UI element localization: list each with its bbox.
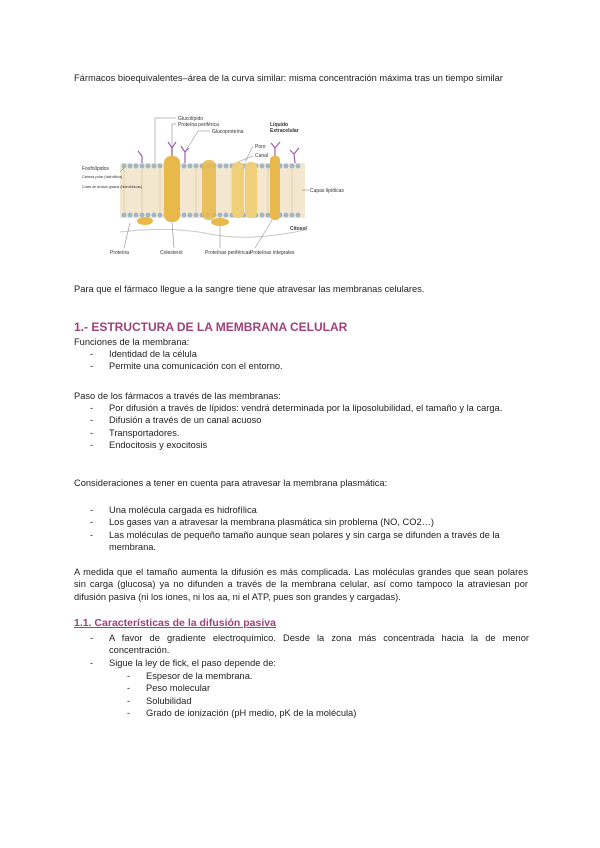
membrane-illustration xyxy=(80,108,344,266)
intro-paragraph: Fármacos bioequivalentes–área de la curva similar: misma concentración máxima tras un tiempo similar xyxy=(74,73,503,83)
funciones-label: Funciones de la membrana: xyxy=(74,337,190,347)
peripheral-protein-2 xyxy=(211,218,229,226)
para-sangre: Para que el fármaco llegue a la sangre tiene que atravesar las membranas celulares. xyxy=(74,284,425,294)
cytoskeleton-filament xyxy=(120,229,305,237)
medida-paragraph: A medida que el tamaño aumenta la difusión es más complicada. Las moléculas grandes que sean polares sin carga (glucosa) ya no difunden a través de la membrana celular, así como tampoco la atraviesan por difusión pasiva (ni los iones, ni los aa, ni el ATP, pues son grandes y cargadas). xyxy=(74,567,528,602)
integral-protein-3 xyxy=(270,156,280,220)
consideraciones-label: Consideraciones a tener en cuenta para atravesar la membrana plasmática: xyxy=(74,478,388,488)
label-fosfolipidos: Fosfolípidos xyxy=(82,166,109,172)
label-canal: Canal xyxy=(255,153,269,159)
list-item: - Las moléculas de pequeño tamaño aunque sean polares y sin carga se difunden a través de la membrana. xyxy=(109,529,529,554)
label-poro: Poro xyxy=(255,144,266,150)
list-item: - Identidad de la célula xyxy=(109,348,529,360)
integral-protein-1 xyxy=(164,156,180,222)
label-capas-lipidicas: Capas lipídicas xyxy=(310,188,344,194)
label-proteina: Proteína xyxy=(110,250,129,256)
paso-list xyxy=(109,402,529,452)
list-item: - Espesor de la membrana. xyxy=(146,670,526,682)
label-proteinas-perifericas: Proteínas periféricas xyxy=(205,250,251,256)
list-item: - Transportadores. xyxy=(109,427,529,439)
funciones-list xyxy=(109,348,529,373)
list-item: - A favor de gradiente electroquímico. Desde la zona más concentrada hacia la de menor concentración. xyxy=(109,632,529,657)
section-1-title: 1.- ESTRUCTURA DE LA MEMBRANA CELULAR xyxy=(74,320,348,334)
label-colas: Colas de ácidos grasos (hidrofóbicas) xyxy=(82,185,143,189)
consideraciones-list xyxy=(109,504,529,554)
pore-protein xyxy=(245,162,257,218)
integral-protein-2 xyxy=(202,160,216,220)
list-item: - Endocitosis y exocitosis xyxy=(109,439,529,451)
label-glucolipido: Glucolípido xyxy=(178,116,204,122)
channel-protein xyxy=(232,162,244,218)
list-item: - Solubilidad xyxy=(146,695,526,707)
label-cabeza-polar: Cabeza polar (hidrofílica) xyxy=(82,175,123,179)
label-extracelular: Extracelular xyxy=(270,128,299,134)
list-item: - Una molécula cargada es hidrofílica xyxy=(109,504,529,516)
cell-membrane-diagram xyxy=(80,108,344,266)
list-item: - Permite una comunicación con el entorno. xyxy=(109,360,529,372)
difusion-list xyxy=(109,632,529,669)
label-glucoproteina: Glucoproteína xyxy=(212,129,244,135)
list-item: - Difusión a través de un canal acuoso xyxy=(109,414,529,426)
label-proteinas-integrales: Proteínas integrales xyxy=(250,250,295,256)
list-item: - Sigue la ley de fick, el paso depende de: xyxy=(109,657,529,669)
list-item: - Por difusión a través de lípidos: vendrá determinada por la liposolubilidad, el tamaño y la carga. xyxy=(109,402,529,414)
fick-sublist xyxy=(146,670,526,720)
label-citosol: Citosol xyxy=(290,226,307,232)
paso-label: Paso de los fármacos a través de las membranas: xyxy=(74,391,281,401)
label-liquido: Líquido xyxy=(270,122,289,128)
list-item: - Los gases van a atravesar la membrana plasmática sin problema (NO, CO2…) xyxy=(109,516,529,528)
label-proteina-periferica: Proteína periférica xyxy=(178,122,219,128)
label-colesterol: Colesterol xyxy=(160,250,183,256)
list-item: - Grado de ionización (pH medio, pK de la molécula) xyxy=(146,707,526,719)
section-1-1-title: 1.1. Características de la difusión pasiva xyxy=(74,617,276,629)
peripheral-protein xyxy=(137,217,153,225)
list-item: - Peso molecular xyxy=(146,682,526,694)
